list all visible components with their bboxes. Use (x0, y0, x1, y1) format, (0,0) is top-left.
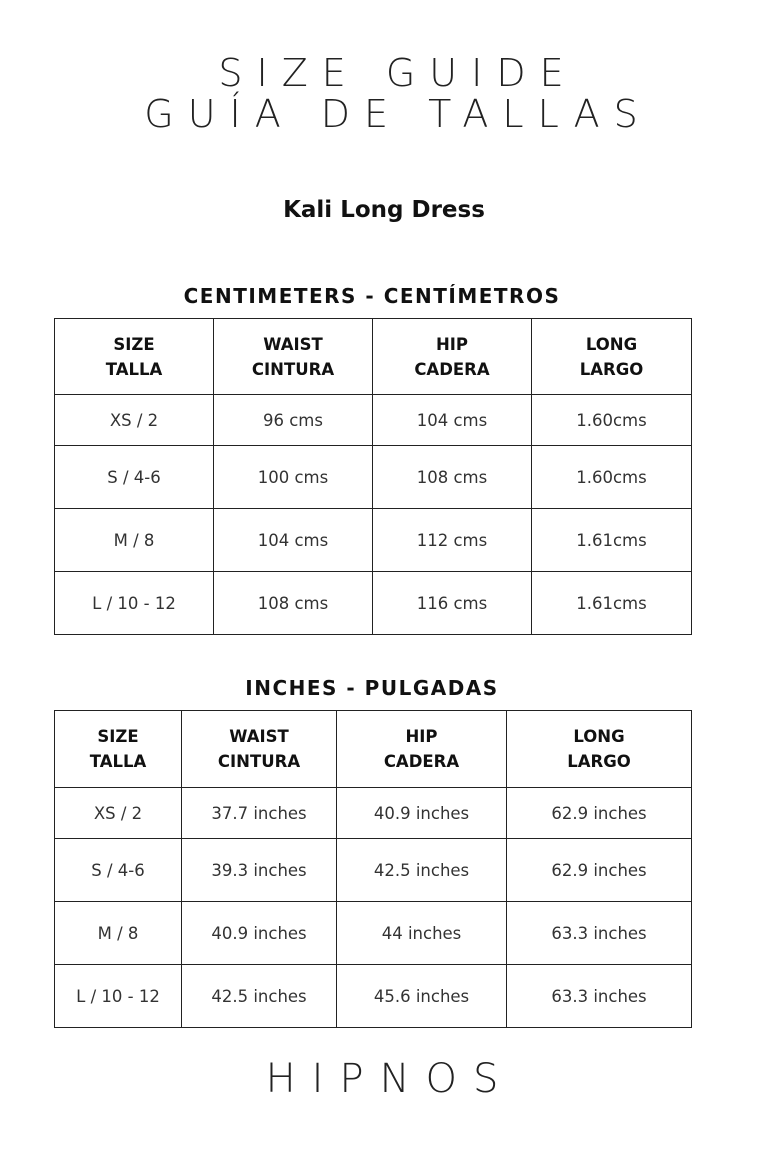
hip-cell: 45.6 inches (337, 965, 507, 1028)
column-header-waist (182, 711, 337, 788)
size-cell: XS / 2 (55, 395, 214, 446)
size-cell: S / 4-6 (55, 446, 214, 509)
long-cell: 1.61cms (532, 509, 692, 572)
waist-cell: 104 cms (214, 509, 373, 572)
column-header-size (55, 319, 214, 395)
size-cell: M / 8 (55, 509, 214, 572)
hip-cell: 116 cms (373, 572, 532, 635)
column-header-size (55, 711, 182, 788)
column-header-en: SIZE (113, 334, 155, 354)
hip-cell: 112 cms (373, 509, 532, 572)
table-header-row (55, 319, 692, 395)
column-header-hip (373, 319, 532, 395)
column-header-en: WAIST (229, 727, 289, 746)
column-header-es: CADERA (414, 359, 490, 379)
waist-cell: 40.9 inches (182, 902, 337, 965)
column-header-long (532, 319, 692, 395)
column-header-es: LARGO (567, 752, 631, 771)
hip-cell: 40.9 inches (337, 788, 507, 839)
table-header-row (55, 711, 692, 788)
waist-cell: 39.3 inches (182, 839, 337, 902)
size-cell: L / 10 - 12 (55, 572, 214, 635)
column-header-es: CINTURA (217, 752, 301, 771)
long-cell: 1.61cms (532, 572, 692, 635)
table-row (55, 446, 692, 509)
hip-cell: 108 cms (373, 446, 532, 509)
column-header-es: CINTURA (251, 359, 335, 379)
table-row (55, 902, 692, 965)
centimeters-heading: CENTIMETERS - CENTÍMETROS (183, 284, 561, 308)
inches-table (54, 710, 692, 1028)
column-header-es: TALLA (105, 359, 163, 379)
waist-cell: 96 cms (214, 395, 373, 446)
size-cell: M / 8 (55, 902, 182, 965)
long-cell: 62.9 inches (507, 788, 692, 839)
brand-logo: HIPNOS (265, 1056, 515, 1102)
size-cell: S / 4-6 (55, 839, 182, 902)
long-cell: 1.60cms (532, 395, 692, 446)
long-cell: 63.3 inches (507, 965, 692, 1028)
size-cell: L / 10 - 12 (55, 965, 182, 1028)
column-header-es: LARGO (579, 359, 644, 379)
waist-cell: 108 cms (214, 572, 373, 635)
hip-cell: 44 inches (337, 902, 507, 965)
hip-cell: 104 cms (373, 395, 532, 446)
column-header-es: CADERA (383, 752, 460, 771)
column-header-en: WAIST (263, 334, 323, 354)
column-header-hip (337, 711, 507, 788)
column-header-en: SIZE (97, 727, 139, 746)
long-cell: 63.3 inches (507, 902, 692, 965)
title-spanish: GUÍA DE TALLAS (144, 92, 652, 136)
title-english: SIZE GUIDE (218, 51, 578, 95)
long-cell: 62.9 inches (507, 839, 692, 902)
column-header-en: LONG (585, 334, 638, 354)
hip-cell: 42.5 inches (337, 839, 507, 902)
column-header-es: TALLA (89, 752, 147, 771)
column-header-en: HIP (405, 727, 438, 746)
inches-heading: INCHES - PULGADAS (245, 676, 499, 700)
column-header-waist (214, 319, 373, 395)
waist-cell: 37.7 inches (182, 788, 337, 839)
column-header-en: LONG (573, 727, 625, 746)
long-cell: 1.60cms (532, 446, 692, 509)
column-header-en: HIP (435, 334, 469, 354)
table-row (55, 572, 692, 635)
centimeters-table (54, 318, 692, 635)
table-row (55, 788, 692, 839)
column-header-long (507, 711, 692, 788)
waist-cell: 100 cms (214, 446, 373, 509)
table-row (55, 839, 692, 902)
waist-cell: 42.5 inches (182, 965, 337, 1028)
table-row (55, 509, 692, 572)
table-row (55, 395, 692, 446)
product-name: Kali Long Dress (283, 197, 485, 223)
table-row (55, 965, 692, 1028)
size-cell: XS / 2 (55, 788, 182, 839)
